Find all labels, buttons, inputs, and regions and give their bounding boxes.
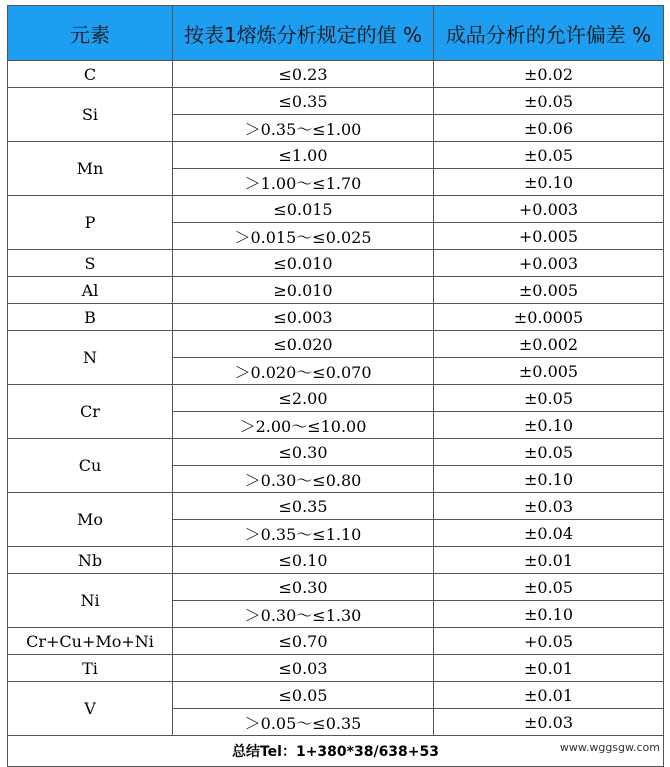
element-cell: Cr+Cu+Mo+Ni (8, 628, 173, 655)
specified-value-cell: ≤1.00 (173, 142, 434, 169)
deviation-cell: ±0.05 (434, 88, 664, 115)
table-row (8, 574, 664, 601)
table-row (8, 628, 664, 655)
table-row (8, 88, 664, 115)
element-cell: Cr (8, 385, 173, 439)
specified-value-cell: ≤0.10 (173, 547, 434, 574)
header-element: 元素 (8, 6, 173, 61)
deviation-cell: ±0.10 (434, 169, 664, 196)
header-row (8, 6, 664, 61)
specified-value-cell: ＞1.00～≤1.70 (173, 169, 434, 196)
deviation-cell: ±0.01 (434, 655, 664, 682)
deviation-cell: ±0.10 (434, 412, 664, 439)
specified-value-cell: ≤0.020 (173, 331, 434, 358)
specified-value-cell: ≤2.00 (173, 385, 434, 412)
deviation-cell: +0.005 (434, 223, 664, 250)
element-cell: P (8, 196, 173, 250)
table-row (8, 250, 664, 277)
element-cell: V (8, 682, 173, 736)
specified-value-cell: ≤0.70 (173, 628, 434, 655)
deviation-cell: ±0.10 (434, 601, 664, 628)
deviation-cell: +0.05 (434, 628, 664, 655)
table-row (8, 142, 664, 169)
table-row (8, 61, 664, 88)
specified-value-cell: ≤0.03 (173, 655, 434, 682)
specified-value-cell: ≤0.23 (173, 61, 434, 88)
deviation-cell: ±0.05 (434, 385, 664, 412)
deviation-cell: ±0.10 (434, 466, 664, 493)
deviation-cell: ±0.0005 (434, 304, 664, 331)
deviation-cell: ±0.005 (434, 277, 664, 304)
deviation-cell: ±0.005 (434, 358, 664, 385)
deviation-cell: ±0.05 (434, 142, 664, 169)
table-row (8, 196, 664, 223)
specified-value-cell: ＞0.020～≤0.070 (173, 358, 434, 385)
specified-value-cell: ≥0.010 (173, 277, 434, 304)
header-permitted-deviation: 成品分析的允许偏差 % (434, 6, 664, 61)
specified-value-cell: ＞0.015～≤0.025 (173, 223, 434, 250)
table-row (8, 493, 664, 520)
deviation-cell: +0.003 (434, 250, 664, 277)
element-cell: Si (8, 88, 173, 142)
watermark: www.wggsgw.com (559, 741, 660, 754)
deviation-cell: ±0.01 (434, 547, 664, 574)
table-row (8, 439, 664, 466)
table-row (8, 682, 664, 709)
deviation-cell: ±0.03 (434, 493, 664, 520)
specified-value-cell: ≤0.010 (173, 250, 434, 277)
deviation-cell: ±0.04 (434, 520, 664, 547)
specified-value-cell: ＞0.35～≤1.00 (173, 115, 434, 142)
deviation-cell: ±0.05 (434, 439, 664, 466)
element-cell: S (8, 250, 173, 277)
specified-value-cell: ＞0.35～≤1.10 (173, 520, 434, 547)
element-cell: Ni (8, 574, 173, 628)
footer-note: 总结Tel：1+380*38/638+53 (8, 736, 664, 767)
table-row (8, 385, 664, 412)
table-row (8, 331, 664, 358)
specified-value-cell: ＞0.30～≤0.80 (173, 466, 434, 493)
specified-value-cell: ＞0.05～≤0.35 (173, 709, 434, 736)
element-cell: C (8, 61, 173, 88)
deviation-cell: ±0.002 (434, 331, 664, 358)
element-cell: Mn (8, 142, 173, 196)
specified-value-cell: ≤0.35 (173, 493, 434, 520)
specified-value-cell: ≤0.30 (173, 574, 434, 601)
element-cell: Mo (8, 493, 173, 547)
element-cell: B (8, 304, 173, 331)
specified-value-cell: ≤0.003 (173, 304, 434, 331)
specified-value-cell: ≤0.35 (173, 88, 434, 115)
deviation-cell: +0.003 (434, 196, 664, 223)
specified-value-cell: ＞2.00～≤10.00 (173, 412, 434, 439)
deviation-cell: ±0.06 (434, 115, 664, 142)
table-row (8, 304, 664, 331)
specified-value-cell: ＞0.30～≤1.30 (173, 601, 434, 628)
tolerance-table (7, 5, 664, 767)
specified-value-cell: ≤0.015 (173, 196, 434, 223)
element-cell: Al (8, 277, 173, 304)
specified-value-cell: ≤0.30 (173, 439, 434, 466)
deviation-cell: ±0.05 (434, 574, 664, 601)
specified-value-cell: ≤0.05 (173, 682, 434, 709)
deviation-cell: ±0.03 (434, 709, 664, 736)
header-specified-value: 按表1熔炼分析规定的值 % (173, 6, 434, 61)
element-cell: Nb (8, 547, 173, 574)
table-row (8, 277, 664, 304)
table-row (8, 547, 664, 574)
deviation-cell: ±0.02 (434, 61, 664, 88)
element-cell: Cu (8, 439, 173, 493)
table-row (8, 655, 664, 682)
element-cell: N (8, 331, 173, 385)
element-cell: Ti (8, 655, 173, 682)
table-body (8, 61, 664, 767)
deviation-cell: ±0.01 (434, 682, 664, 709)
